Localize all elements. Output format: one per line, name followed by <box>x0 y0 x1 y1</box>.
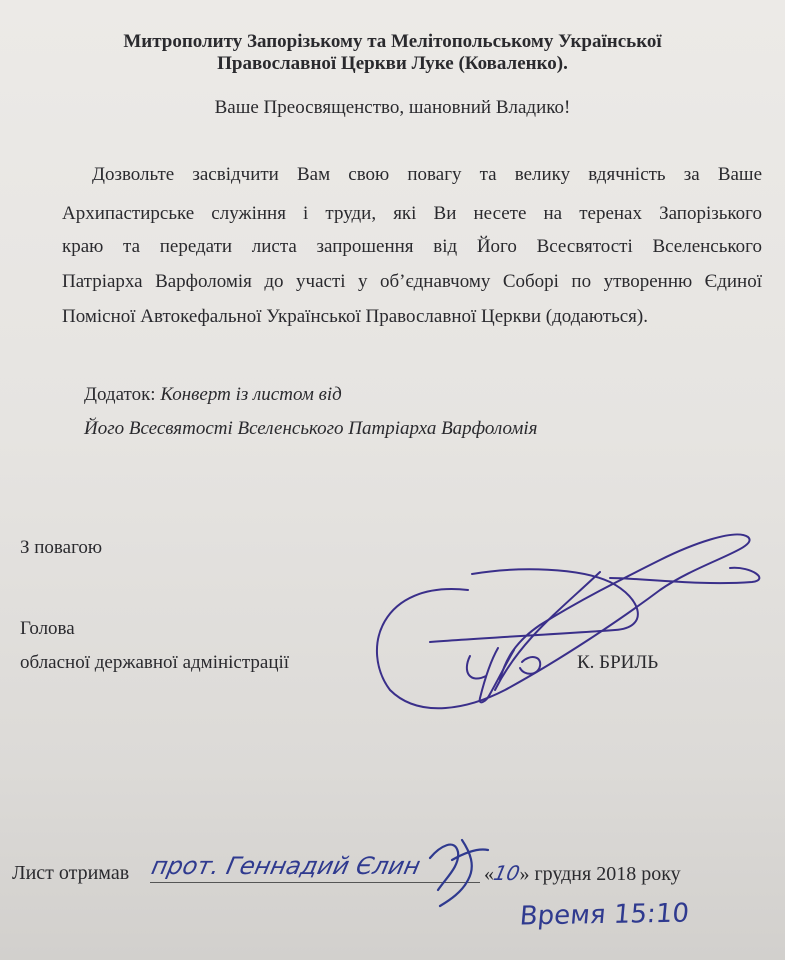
addressee-line-2: Православної Церкви Луке (Коваленко). <box>217 53 568 74</box>
closing: З повагою <box>20 537 103 558</box>
receipt-date <box>484 862 681 885</box>
receipt-day-close: » <box>519 863 530 885</box>
attachment-text-1: Конверт із листом від <box>160 384 342 405</box>
body-line-2: Архипастирське служіння і труди, які Ви несете на теренах Запорізького <box>62 203 762 224</box>
receipt-prefix: Лист отримав <box>12 862 130 884</box>
signer-name: К. БРИЛЬ <box>577 652 659 673</box>
body-line-4: Патріарха Варфоломія до участі у об’єднавчому Соборі по утворенню Єдиної <box>62 271 762 292</box>
body-line-3: краю та передати листа запрошення від Його Всесвятості Вселенського <box>62 236 762 257</box>
attachment-text-2: Його Всесвятості Вселенського Патріарха Варфоломія <box>84 418 538 439</box>
receipt-handwritten-name: прот. Геннадий Єлин <box>149 852 423 880</box>
attachment-label: Додаток: <box>84 384 156 405</box>
addressee-line-1: Митрополиту Запорізькому та Мелітопольському Української <box>123 31 662 52</box>
body-line-1: Дозвольте засвідчити Вам свою повагу та велику вдячність за Ваше <box>92 164 762 185</box>
receipt-day-open: « <box>484 863 494 885</box>
signer-title-1: Голова <box>20 618 75 639</box>
receipt-day-handwritten: 10 <box>491 861 523 885</box>
body-line-5: Помісної Автокефальної Української Православної Церкви (додаються). <box>62 306 648 327</box>
receipt-handwritten-time: Время 15:10 <box>518 898 691 932</box>
salutation: Ваше Преосвященство, шановний Владико! <box>214 97 571 118</box>
receipt-date-rest: грудня 2018 року <box>534 863 681 885</box>
signer-title-2: обласної державної адміністрації <box>20 652 290 673</box>
